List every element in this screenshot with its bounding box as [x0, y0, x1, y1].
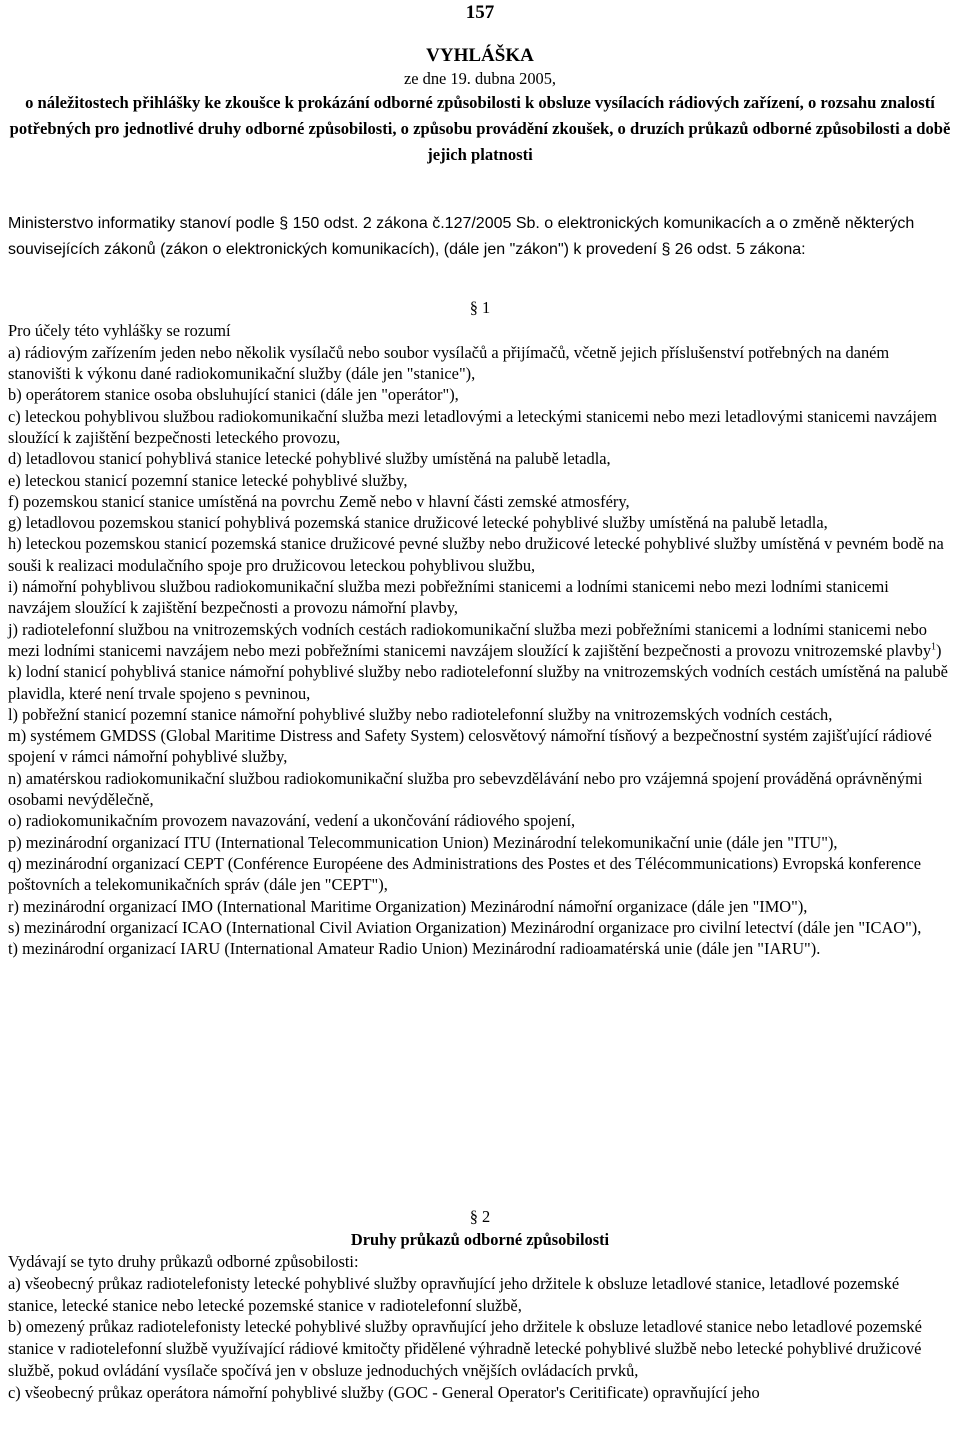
decree-header — [8, 44, 952, 168]
definition-item: p) mezinárodní organizací ITU (International Telecommunication Union) Mezinárodní telekomunikační unie (dále jen "ITU"), — [8, 832, 838, 852]
definition-item: e) leteckou stanicí pozemní stanice letecké pohyblivé služby, — [8, 470, 408, 490]
definition-item: o) radiokomunikačním provozem navazování, vedení a ukončování rádiového spojení, — [8, 811, 576, 831]
definition-item: f) pozemskou stanicí stanice umístěná na povrchu Země nebo v hlavní části zemské atmosféry, — [8, 491, 630, 511]
definition-item: n) amatérskou radiokomunikační službou radiokomunikační služba pro sebevzdělávání nebo pro vzájemná spojení prováděná oprávněnými osobami nevýdělečně, — [8, 768, 923, 810]
decree-date: ze dne 19. dubna 2005, — [403, 69, 557, 88]
definition-item: q) mezinárodní organizací CEPT (Conférence Européene des Administrations des Postes et des Télécommunications) Evropská konference poštovních a telekomunikačních správ (dále jen "CEPT"), — [8, 853, 922, 895]
license-item: b) omezený průkaz radiotelefonisty letecké pohyblivé služby opravňující jeho držitele k obsluze letadlové stanice nebo letadlové pozemské stanice v radiotelefonní službě využívající rádiové kmitočty přidělené výhradně letecké pohyblivé službě nebo letecké pohyblivé družicové službě, pokud ovládání vysílače spočívá jen v obsluze jednoduchých vnějších ovládacích prvků, — [8, 1317, 922, 1380]
definition-item: t) mezinárodní organizací IARU (International Amateur Radio Union) Mezinárodní radioamatérská unie (dále jen "IARU"). — [8, 939, 821, 959]
section-2 — [8, 1205, 952, 1404]
definition-item: g) letadlovou pozemskou stanicí pohyblivá pozemská stanice družicové letecké pohyblivé služby umístěná na palubě letadla, — [8, 513, 828, 533]
section-lead: Vydávají se tyto druhy průkazů odborné způsobilosti: — [8, 1252, 359, 1271]
decree-title: o náležitostech přihlášky ke zkoušce k prokázání odborné způsobilosti k obsluze vysílacích rádiových zařízení, o rozsahu znalostí potřebných pro jednotlivé druhy odborné způsobilosti, o způsobu provádění zkoušek, o druzích průkazů odborné způsobilosti a době jejich platnosti — [9, 93, 951, 164]
section-title: Druhy průkazů odborné způsobilosti — [350, 1230, 610, 1249]
license-item: c) všeobecný průkaz operátora námořní pohyblivé služby (GOC - General Operator's Ceritificate) opravňující jeho — [8, 1382, 760, 1402]
definition-item: i) námořní pohyblivou službou radiokomunikační služba mezi pobřežními stanicemi a lodními stanicemi nebo mezi lodními stanicemi navzájem sloužící k zajištění bezpečnosti a provozu námořní plavby, — [8, 577, 889, 618]
definition-item: m) systémem GMDSS (Global Maritime Distress and Safety System) celosvětový námořní tísňový a bezpečnostní systém zajišťující rádiové spojení v rámci námořní pohyblivé služby, — [8, 726, 932, 767]
section-1 — [8, 296, 952, 959]
definition-item-j — [8, 619, 952, 662]
section-lead: Pro účely této vyhlášky se rozumí — [8, 321, 231, 340]
definition-item-suffix: ) — [936, 640, 942, 660]
definition-item: r) mezinárodní organizací IMO (International Maritime Organization) Mezinárodní námořní organizace (dále jen "IMO"), — [8, 896, 808, 916]
intro-paragraph: Ministerstvo informatiky stanoví podle § 150 odst. 2 zákona č.127/2005 Sb. o elektronických komunikacích a o změně některých souvisejících zákonů (zákon o elektronických komunikacích), (dále jen "zákon") k provedení § 26 odst. 5 zákona: — [8, 215, 915, 258]
definition-item: s) mezinárodní organizací ICAO (International Civil Aviation Organization) Mezinárodní organizace pro civilní letectví (dále jen "ICAO"), — [8, 917, 922, 937]
definition-item: d) letadlovou stanicí pohyblivá stanice letecké pohyblivé služby umístěná na palubě letadla, — [8, 449, 611, 469]
decree-type: VYHLÁŠKA — [426, 45, 534, 66]
definition-item: c) leteckou pohyblivou službou radiokomunikační služba mezi letadlovými a leteckými stanicemi nebo mezi letadlovými stanicemi navzájem sloužící k zajištění bezpečnosti leteckého provozu, — [8, 406, 937, 447]
section-number: § 2 — [469, 1207, 491, 1226]
license-item: a) všeobecný průkaz radiotelefonisty letecké pohyblivé služby opravňující jeho držitele k obsluze letadlové stanice, letadlové pozemské stanice, letecké stanice nebo letecké pozemské stanice v radiotelefonní službě, — [8, 1273, 900, 1315]
definition-item: l) pobřežní stanicí pozemní stanice námořní pohyblivé služby nebo radiotelefonní služby na vnitrozemských vodních cestách, — [8, 704, 833, 724]
definition-item-text: j) radiotelefonní službou na vnitrozemských vodních cestách radiokomunikační služba mezi pobřežními stanicemi a lodními stanicemi nebo mezi lodními stanicemi navzájem nebo mezi pobřežními stanicemi navzájem sloužící k zajištění bezpečnosti a provozu vnitrozemské plavby — [8, 619, 932, 660]
definition-item: b) operátorem stanice osoba obsluhující stanici (dále jen "operátor"), — [8, 385, 459, 405]
definition-item: k) lodní stanicí pohyblivá stanice námořní pohyblivé služby nebo radiotelefonní služby na vnitrozemských vodních cestách umístěná na palubě plavidla, které není trvale spojeno s pevninou, — [8, 662, 948, 703]
definition-item: h) leteckou pozemskou stanicí pozemská stanice družicové pevné služby nebo družicové letecké pohyblivé služby umístěná v pevném bodě na souši k realizaci modulačního spoje pro družicovou leteckou pohyblivou službu, — [8, 534, 944, 575]
page-number: 157 — [465, 2, 495, 23]
section-number: § 1 — [469, 298, 491, 317]
definition-item: a) rádiovým zařízením jeden nebo několik vysílačů nebo soubor vysílačů a přijímačů, včetně jejich příslušenství potřebných na daném stanovišti k výkonu dané radiokomunikační služby (dále jen "stanice"), — [8, 342, 890, 384]
footnote-reference[interactable]: 1 — [931, 641, 937, 653]
